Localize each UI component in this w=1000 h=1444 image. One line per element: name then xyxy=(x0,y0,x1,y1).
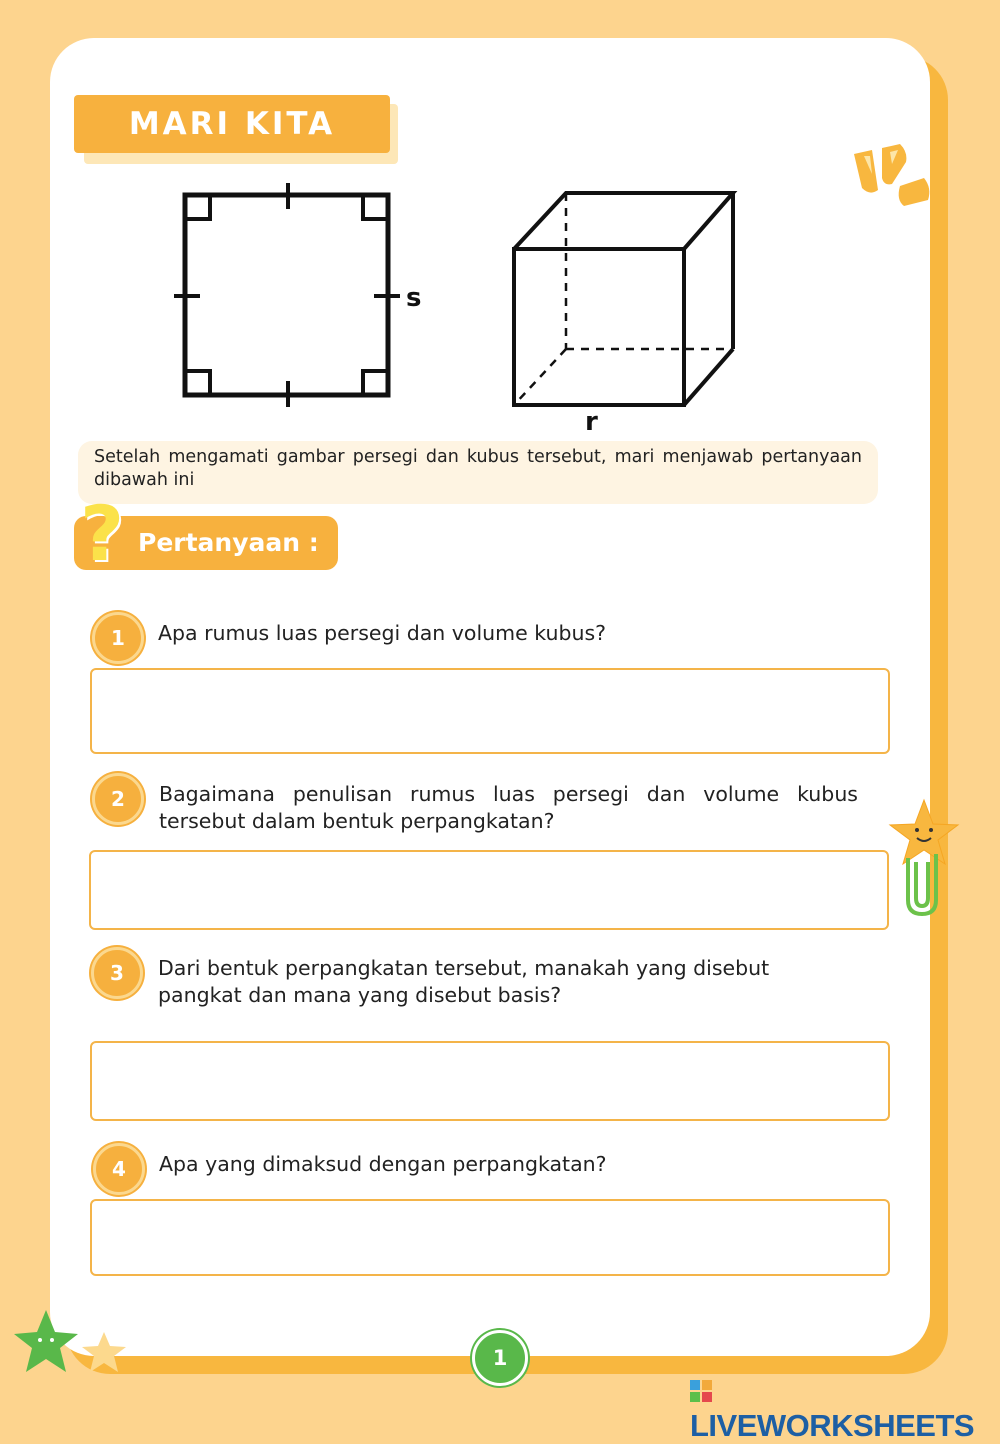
geometry-figures xyxy=(160,175,760,440)
question-mark-icon: ? xyxy=(80,489,125,578)
answer-box-4[interactable] xyxy=(90,1199,890,1276)
answer-box-2[interactable] xyxy=(89,850,889,930)
brand-text: LIVEWORKSHEETS xyxy=(690,1408,975,1443)
cube-edge-label: r xyxy=(585,407,598,437)
stars-decoration-icon xyxy=(12,1304,136,1384)
square-side-label: s xyxy=(406,283,422,313)
sun-rays-icon xyxy=(848,144,932,214)
liveworksheets-logo-icon xyxy=(690,1380,712,1402)
star-clip-icon xyxy=(886,798,960,918)
page-title: MARI KITA AMATI xyxy=(74,95,390,153)
answer-box-1[interactable] xyxy=(90,668,890,754)
brand-watermark xyxy=(690,1372,1000,1443)
page-number: 1 xyxy=(472,1330,528,1386)
question-number-3: 3 xyxy=(91,947,143,999)
question-text-2: Bagaimana penulisan rumus luas persegi dan volume kubus tersebut dalam bentuk perpangkatan? xyxy=(159,782,858,833)
question-text-3: Dari bentuk perpangkatan tersebut, manakah yang disebut pangkat dan mana yang disebut basis? xyxy=(158,956,770,1007)
question-text-1: Apa rumus luas persegi dan volume kubus? xyxy=(158,621,607,645)
question-number-4: 4 xyxy=(93,1143,145,1195)
question-number-2: 2 xyxy=(92,773,144,825)
question-text-4: Apa yang dimaksud dengan perpangkatan? xyxy=(159,1152,607,1176)
answer-box-3[interactable] xyxy=(90,1041,890,1121)
instruction-text: Setelah mengamati gambar persegi dan kubus tersebut, mari menjawab pertanyaan dibawah ini xyxy=(78,441,878,504)
square-figure xyxy=(174,183,400,407)
cube-figure xyxy=(514,193,733,405)
questions-header-label: Pertanyaan : xyxy=(138,528,319,557)
question-number-1: 1 xyxy=(92,612,144,664)
